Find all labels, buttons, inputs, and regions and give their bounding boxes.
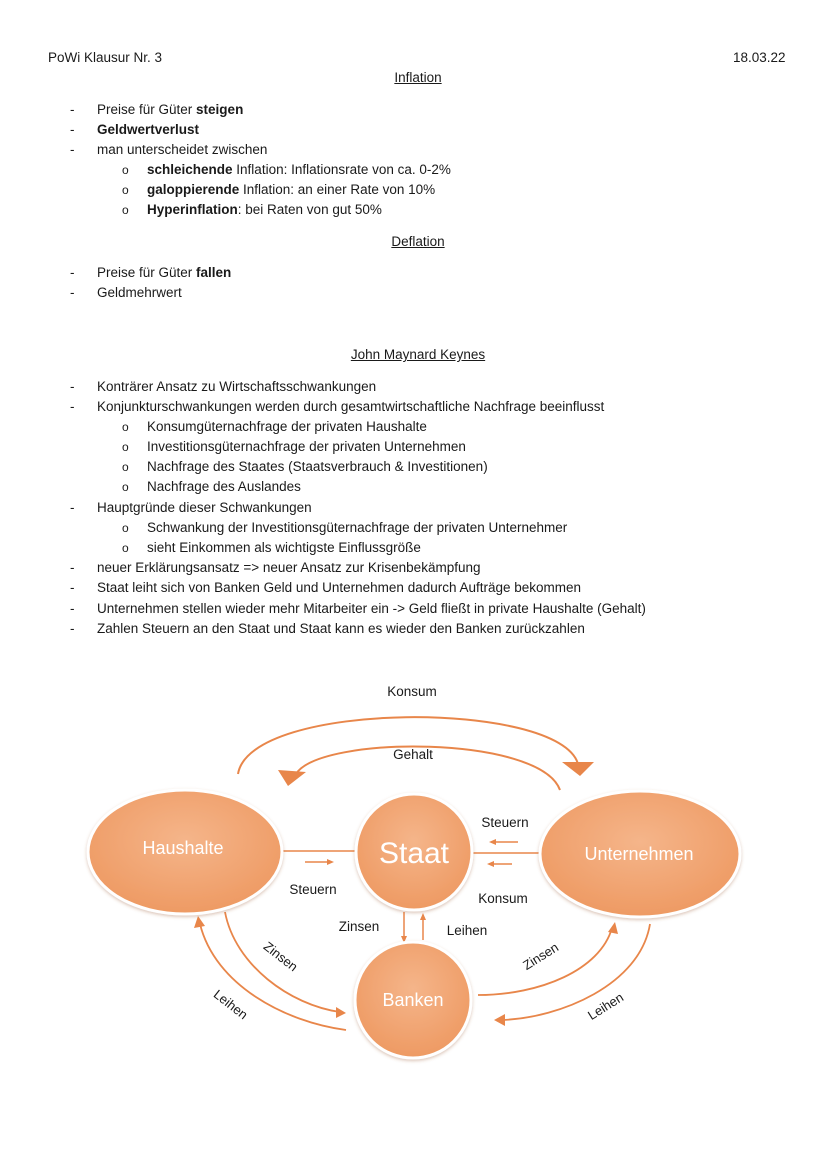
gehalt-arrowhead [278, 770, 306, 786]
steuern-right-label: Steuern [481, 815, 529, 830]
steuern-left-label: Steuern [289, 882, 337, 897]
konsum-arrowhead [562, 762, 594, 776]
leihen-center-label: Leihen [446, 923, 488, 938]
dash-marker: - [70, 102, 75, 117]
staat-label: Staat [378, 837, 450, 870]
banken-label: Banken [382, 990, 444, 1010]
zinsen-center-label: Zinsen [338, 919, 380, 934]
header-date: 18.03.22 [733, 50, 786, 65]
gehalt-label: Gehalt [393, 747, 433, 762]
deflation-title: Deflation [391, 234, 445, 249]
dash-marker: - [70, 265, 75, 280]
konsum-top-label: Konsum [387, 684, 437, 699]
bullet-marker: o [122, 183, 129, 197]
keynes-title: John Maynard Keynes [350, 347, 486, 362]
dash-marker: - [70, 122, 75, 137]
leihen-left-label: Leihen [210, 986, 251, 1023]
unternehmen-label: Unternehmen [584, 844, 694, 864]
leihen-right-label: Leihen [585, 989, 627, 1023]
dash-marker: - [70, 142, 75, 157]
leihen-right-arc [502, 924, 650, 1023]
zinsen-left-label: Zinsen [260, 938, 301, 975]
haushalte-label: Haushalte [142, 838, 224, 858]
header-course: PoWi Klausur Nr. 3 [48, 50, 163, 65]
bullet-marker: o [122, 163, 129, 177]
bullet-marker: o [122, 203, 129, 217]
inflation-title: Inflation [394, 70, 442, 85]
zinsen-right-label: Zinsen [520, 939, 562, 973]
economic-cycle-diagram [0, 660, 828, 1080]
konsum-right-label: Konsum [478, 891, 528, 906]
dash-marker: - [70, 285, 75, 300]
